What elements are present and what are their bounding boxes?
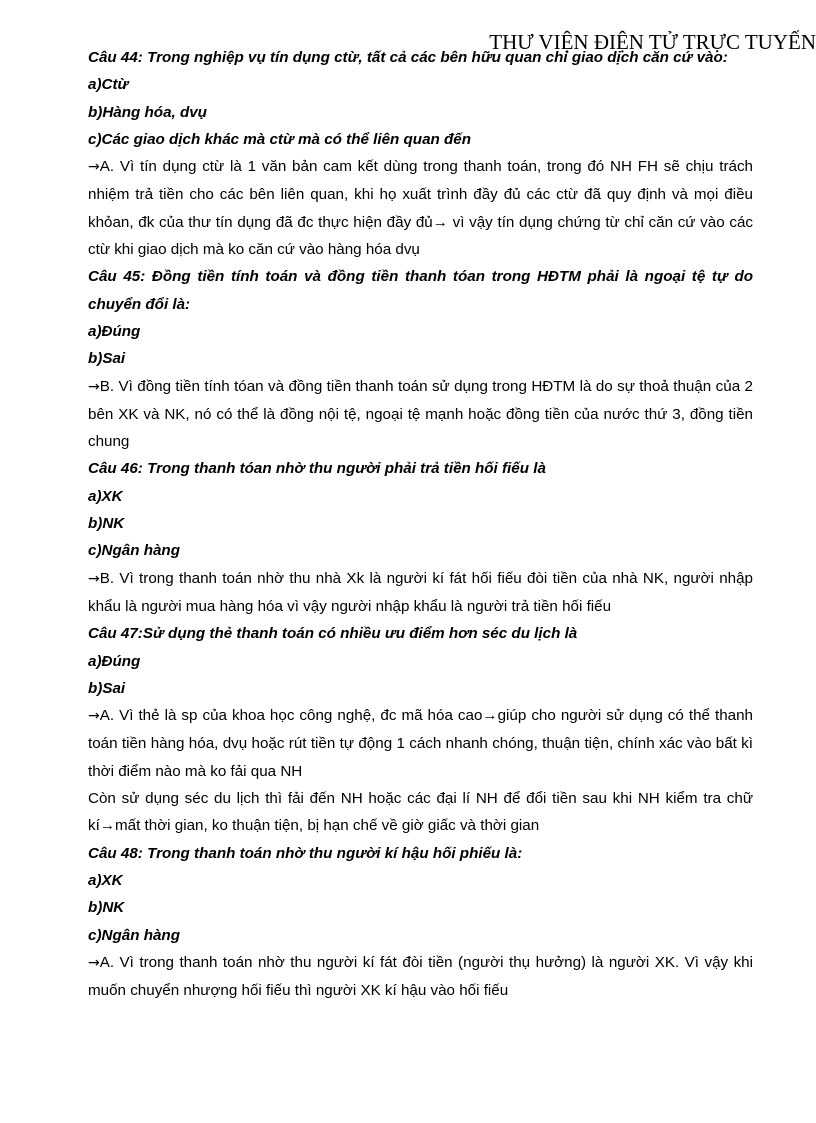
option: a)Đúng [88,322,141,340]
arrow-icon: → [88,159,100,176]
option: a)XK [88,487,123,505]
answer-44: →A. Vì tín dụng ctừ là 1 văn bản cam kết dùng trong thanh toán, trong đó NH FH sẽ chịu trách nhiệm trả tiền cho các bên liên quan, khi họ xuất trình đầy đủ các ctừ đã quy định và mọi điều khỏan, đk của thư tín dụng đã đc thực hiện đầy đủ→ vì vậy tín dụng chứng từ chỉ căn cứ vào các ctừ khi giao dịch mà ko căn cứ vào hàng hóa dvụ [88,158,753,259]
option: b)Sai [88,679,126,697]
option: c)Ngân hàng [88,926,180,944]
option: c)Các giao dịch khác mà ctừ mà có thể liên quan đến [88,130,472,148]
question-45: Câu 45: Đồng tiền tính toán và đồng tiền thanh tóan trong HĐTM phải là ngoại tệ tự do chuyển đổi là: [88,268,753,313]
option: b)NK [88,515,125,533]
answer-46: →B. Vì trong thanh toán nhờ thu nhà Xk là người kí fát hối fiếu đòi tiền của nhà NK, người nhập khẩu là người mua hàng hóa vì vậy người nhập khẩu là người trả tiền hối fiếu [88,569,753,615]
answer-47: →A. Vì thẻ là sp của khoa học công nghệ, đc mã hóa cao→giúp cho người sử dụng có thể thanh toán tiền hàng hóa, dvụ hoặc rút tiền tự động 1 cách nhanh chóng, thuận tiện, chính xác vào bất kì thời điểm nào mà ko fải qua NH [88,707,753,780]
question-47: Câu 47:Sử dụng thẻ thanh toán có nhiều ưu điểm hơn séc du lịch là [88,625,578,643]
arrow-icon: → [88,708,100,725]
option: a)Đúng [88,652,141,670]
option: b)Sai [88,350,126,368]
question-48: Câu 48: Trong thanh toán nhờ thu người kí hậu hối phiếu là: [88,844,523,862]
question-44: Câu 44: Trong nghiệp vụ tín dụng ctừ, tất cả các bên hữu quan chỉ giao dịch căn cứ vào: [88,49,728,66]
option: c)Ngân hàng [88,542,180,560]
option: a)Ctừ [88,76,129,94]
arrow-icon: → [88,570,100,587]
question-46: Câu 46: Trong thanh tóan nhờ thu người phải trả tiền hối fiếu là [88,460,546,478]
document-body [88,44,753,1004]
option: a)XK [88,871,123,889]
arrow-icon: → [88,954,100,971]
arrow-icon: → [88,378,100,395]
option: b)NK [88,899,125,917]
library-watermark-header: THƯ VIỆN ĐIỆN TỬ TRỰC TUYẾN [489,30,816,54]
option: b)Hàng hóa, dvụ [88,103,207,121]
answer-47-continued: Còn sử dụng séc du lịch thì fải đến NH hoặc các đại lí NH để đổi tiền sau khi NH kiểm tra chữ kí→mất thời gian, ko thuận tiện, bị hạn chế về giờ giấc và thời gian [88,790,753,835]
answer-45: →B. Vì đồng tiền tính tóan và đồng tiền thanh toán sử dụng trong HĐTM là do sự thoả thuận của 2 bên XK và NK, nó có thể là đồng nội tệ, ngoại tệ mạnh hoặc đồng tiền của nước thứ 3, đồng tiền chung [88,377,753,451]
answer-48: →A. Vì trong thanh toán nhờ thu người kí fát đòi tiền (người thụ hưởng) là người XK. Vì vậy khi muốn chuyển nhượng hối fiếu thì người XK kí hậu vào hối fiếu [88,953,753,1000]
